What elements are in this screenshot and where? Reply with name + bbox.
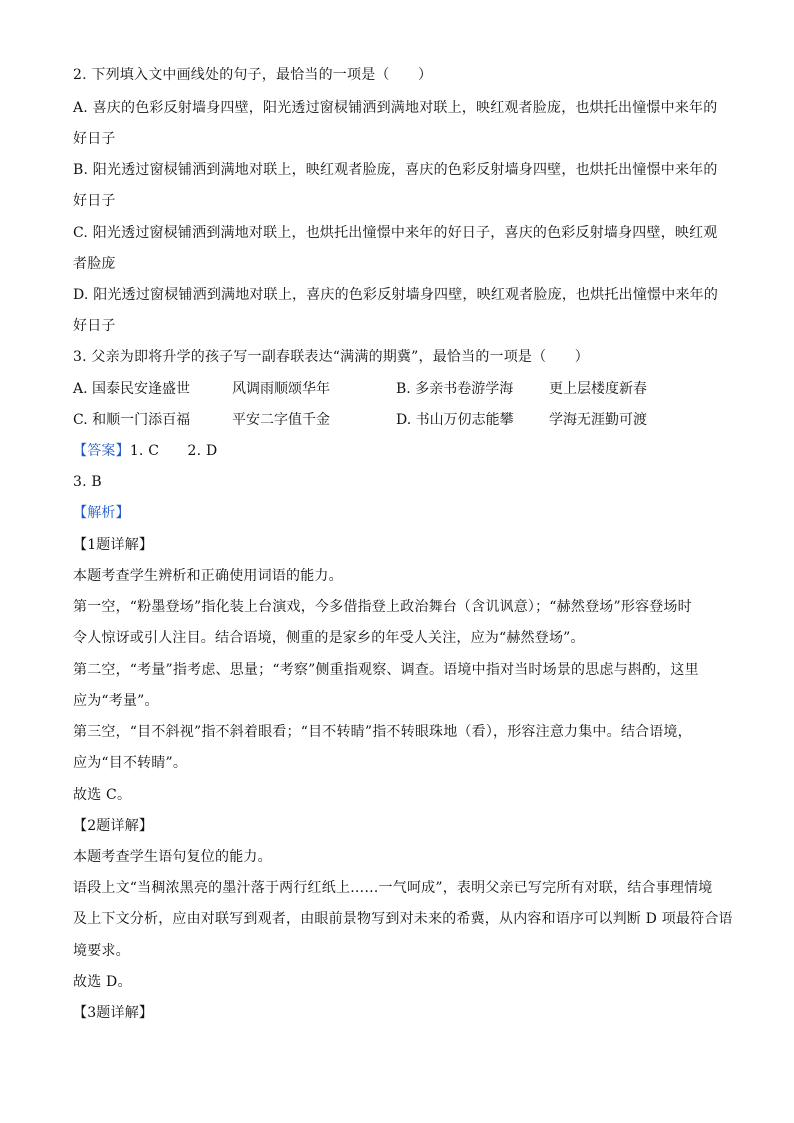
answer-tag: 【答案】	[73, 443, 130, 459]
question-3-option-c: C. 和顺一门添百福	[73, 412, 191, 428]
question-3-option-b-second: 更上层楼度新春	[549, 381, 647, 397]
question-3-option-b: B. 多亲书卷游学海	[396, 381, 514, 397]
answer-values: 1. C 2. D	[129, 443, 218, 459]
question-3-option-a: A. 国泰民安逢盛世	[73, 381, 191, 397]
question-3-option-c-second: 平安二字值千金	[232, 412, 330, 428]
section-1-blank-3-cont: 应为“目不转睛”。	[73, 755, 188, 771]
section-3-heading: 【3题详解】	[73, 1005, 154, 1021]
section-1-intro: 本题考查学生辨析和正确使用词语的能力。	[73, 568, 343, 584]
answer-line	[73, 442, 217, 460]
section-2-conclusion: 故选 D。	[73, 974, 132, 990]
question-3-option-d-second: 学海无涯勤可渡	[549, 412, 647, 428]
question-2-option-d: D. 阳光透过窗棂铺洒到满地对联上，喜庆的色彩反射墙身四壁，映红观者脸庞，也烘托出憧憬中来年的	[73, 287, 719, 303]
section-1-conclusion: 故选 C。	[73, 787, 132, 803]
section-2-heading: 【2题详解】	[73, 818, 154, 834]
question-3-option-a-second: 风调雨顺颂华年	[232, 381, 330, 397]
question-2-option-d-cont: 好日子	[73, 318, 116, 334]
question-2-option-c: C. 阳光透过窗棂铺洒到满地对联上，也烘托出憧憬中来年的好日子，喜庆的色彩反射墙身四壁，映红观	[73, 225, 718, 241]
question-3-stem: 3. 父亲为即将升学的孩子写一副春联表达“满满的期冀”，最恰当的一项是（ ）	[73, 349, 589, 365]
section-2-body-cont-2: 境要求。	[73, 943, 130, 959]
section-1-blank-1: 第一空，“粉墨登场”指化装上台演戏，今多借指登上政治舞台（含讥讽意）；“赫然登场”形容登场时	[73, 599, 692, 615]
question-2-stem: 2. 下列填入文中画线处的句子，最恰当的一项是（ ）	[73, 67, 433, 83]
section-1-blank-1-cont: 令人惊讶或引人注目。结合语境，侧重的是家乡的年受人关注，应为“赫然登场”。	[73, 630, 585, 646]
question-2-option-b-cont: 好日子	[73, 193, 116, 209]
question-2-option-b: B. 阳光透过窗棂铺洒到满地对联上，映红观者脸庞，喜庆的色彩反射墙身四壁，也烘托出憧憬中来年的	[73, 162, 718, 178]
answer-line-2: 3. B	[73, 474, 102, 490]
question-3-option-d: D. 书山万仞志能攀	[396, 412, 514, 428]
section-2-body-cont: 及上下文分析，应由对联写到观者，由眼前景物写到对未来的希冀，从内容和语序可以判断 D 项最符合语	[73, 911, 733, 927]
section-1-blank-2: 第二空，“考量”指考虑、思量；“考察”侧重指观察、调查。语境中指对当时场景的思虑与斟酌，这里	[73, 662, 699, 678]
question-2-option-a-cont: 好日子	[73, 131, 116, 147]
question-2-option-a: A. 喜庆的色彩反射墙身四壁，阳光透过窗棂铺洒到满地对联上，映红观者脸庞，也烘托出憧憬中来年的	[73, 100, 718, 116]
section-1-blank-3: 第三空，“目不斜视”指不斜着眼看；“目不转睛”指不转眼珠地（看），形容注意力集中。结合语境，	[73, 724, 692, 740]
section-1-blank-2-cont: 应为“考量”。	[73, 693, 159, 709]
section-1-heading: 【1题详解】	[73, 537, 154, 553]
question-2-option-c-cont: 者脸庞	[73, 256, 116, 272]
analysis-tag: 【解析】	[73, 505, 130, 521]
section-2-body: 语段上文“当稠浓黑亮的墨汁落于两行红纸上……一气呵成”，表明父亲已写完所有对联，结合事理情境	[73, 880, 713, 896]
section-2-intro: 本题考查学生语句复位的能力。	[73, 849, 272, 865]
